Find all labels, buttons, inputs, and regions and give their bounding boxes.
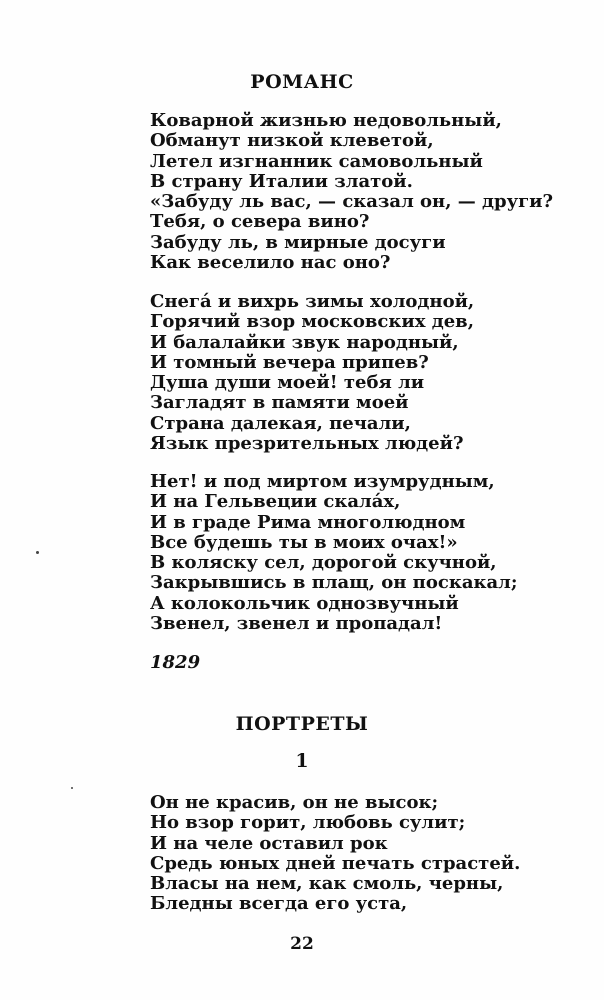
verse-line: Летел изгнанник самовольный (150, 150, 483, 172)
poem-title-romance: РОМАНС (250, 71, 354, 93)
verse-line: Тебя, о севера вино? (150, 211, 370, 233)
verse-line: Бледны всегда его уста, (150, 893, 408, 915)
verse-line: Как веселило нас оно? (150, 252, 391, 274)
scan-speck (36, 551, 39, 554)
verse-line: Звенел, звенел и пропадал! (150, 613, 443, 635)
poem-date: 1829 (150, 652, 201, 673)
verse-line: И балалайки звук народный, (150, 331, 459, 353)
stanza-2 (150, 292, 474, 454)
verse-line: Снега́ и вихрь зимы холодной, (150, 291, 475, 312)
verse-line: Нет! и под миртом изумрудным, (150, 471, 495, 492)
verse-line: Все будешь ты в моих очах!» (150, 531, 458, 553)
verse-line: А колокольчик однозвучный (150, 592, 459, 614)
section-number: 1 (295, 750, 309, 772)
verse-line: В коляску сел, дорогой скучной, (150, 552, 497, 574)
verse-line: Язык презрительных людей? (150, 433, 464, 455)
verse-line: Он не красив, он не высок; (150, 792, 439, 813)
verse-line: И в граде Рима многолюдном (150, 511, 466, 533)
stanza-portraits-1 (150, 793, 520, 915)
verse-line: «Забуду ль вас, — сказал он, — други? (150, 191, 554, 213)
verse-line: Страна далекая, печали, (150, 412, 411, 434)
verse-line: Закрывшись в плащ, он поскакал; (150, 572, 518, 594)
verse-line: Душа души моей! тебя ли (150, 372, 425, 394)
poem-title-portraits: ПОРТРЕТЫ (235, 713, 369, 735)
verse-line: Загладят в памяти моей (150, 392, 409, 414)
stanza-3 (150, 472, 517, 634)
verse-line: Горячий взор московских дев, (150, 311, 474, 333)
verse-line: Забуду ль, в мирные досуги (150, 231, 446, 253)
verse-line: Власы на нем, как смоль, черны, (150, 873, 504, 895)
verse-line: И томный вечера припев? (150, 351, 429, 373)
verse-line: Коварной жизнью недовольный, (150, 110, 502, 131)
verse-line: В страну Италии златой. (150, 170, 413, 192)
verse-line: Обманут низкой клеветой, (150, 130, 434, 152)
verse-line: Средь юных дней печать страстей. (150, 852, 521, 874)
stanza-1 (150, 111, 553, 273)
verse-line: Но взор горит, любовь сулит; (150, 812, 466, 834)
verse-line: И на Гельвеции скала́х, (150, 491, 401, 513)
scan-speck (71, 787, 73, 789)
page-number: 22 (290, 934, 314, 954)
verse-line: И на челе оставил рок (150, 832, 388, 854)
